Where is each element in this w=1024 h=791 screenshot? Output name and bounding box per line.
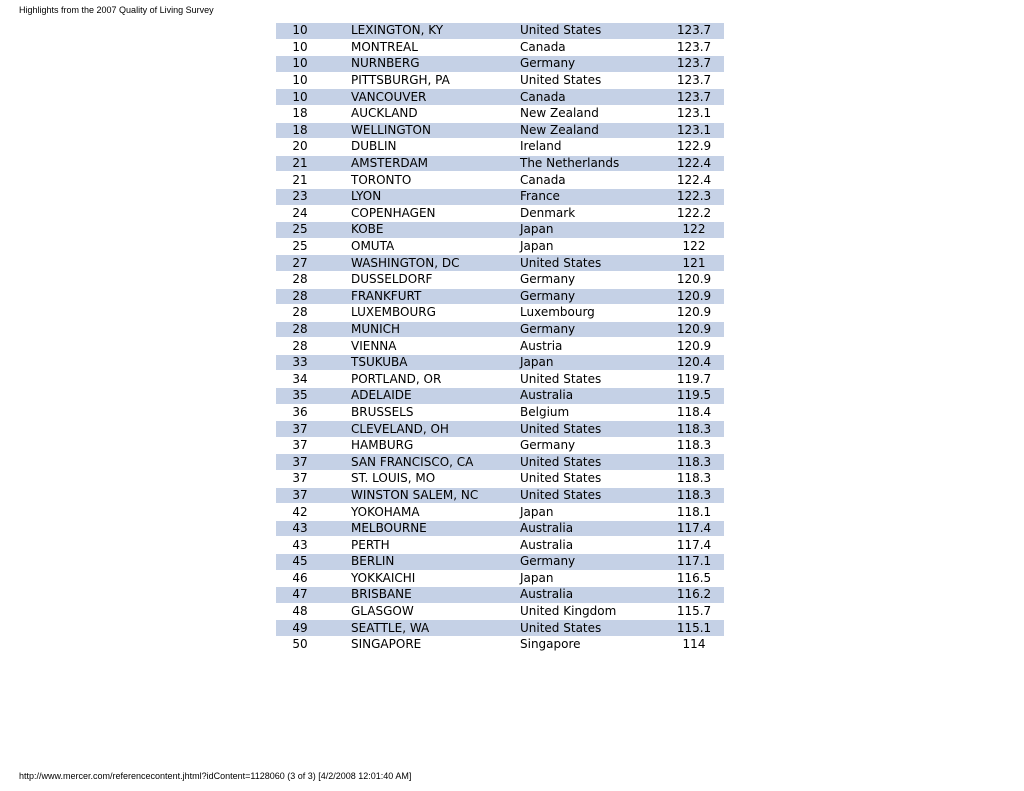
- page-header: Highlights from the 2007 Quality of Living Survey: [19, 5, 214, 15]
- rank-cell: 10: [276, 39, 324, 56]
- table-row: [276, 620, 724, 637]
- country-cell: Canada: [520, 172, 664, 189]
- table-row: [276, 504, 724, 521]
- index-cell: 122.3: [664, 188, 724, 205]
- city-cell: DUBLIN: [324, 139, 520, 156]
- country-cell: Canada: [520, 89, 664, 106]
- table-row: [276, 39, 724, 56]
- index-cell: 119.5: [664, 388, 724, 405]
- city-cell: WASHINGTON, DC: [324, 255, 520, 272]
- rank-cell: 36: [276, 404, 324, 421]
- index-cell: 114: [664, 636, 724, 652]
- table-row: [276, 603, 724, 620]
- rank-cell: 28: [276, 305, 324, 322]
- table-row: [276, 570, 724, 587]
- index-cell: 122.2: [664, 205, 724, 222]
- index-cell: 122.4: [664, 155, 724, 172]
- city-cell: COPENHAGEN: [324, 205, 520, 222]
- index-cell: 118.3: [664, 454, 724, 471]
- rank-cell: 10: [276, 56, 324, 73]
- index-cell: 118.4: [664, 404, 724, 421]
- rank-cell: 28: [276, 321, 324, 338]
- rank-cell: 27: [276, 255, 324, 272]
- country-cell: France: [520, 188, 664, 205]
- index-cell: 123.7: [664, 89, 724, 106]
- city-cell: MUNICH: [324, 321, 520, 338]
- country-cell: Australia: [520, 537, 664, 554]
- country-cell: New Zealand: [520, 122, 664, 139]
- index-cell: 120.9: [664, 305, 724, 322]
- rank-cell: 33: [276, 354, 324, 371]
- table-row: [276, 105, 724, 122]
- rank-cell: 37: [276, 437, 324, 454]
- index-cell: 118.3: [664, 487, 724, 504]
- rank-cell: 23: [276, 188, 324, 205]
- table-row: [276, 23, 724, 39]
- table-row: [276, 188, 724, 205]
- table-row: [276, 56, 724, 73]
- city-cell: LEXINGTON, KY: [324, 23, 520, 39]
- country-cell: United States: [520, 23, 664, 39]
- rank-cell: 28: [276, 288, 324, 305]
- city-cell: OMUTA: [324, 238, 520, 255]
- table-row: [276, 271, 724, 288]
- table-row: [276, 554, 724, 571]
- rank-cell: 28: [276, 271, 324, 288]
- country-cell: United States: [520, 620, 664, 637]
- index-cell: 119.7: [664, 371, 724, 388]
- index-cell: 120.9: [664, 321, 724, 338]
- city-cell: TORONTO: [324, 172, 520, 189]
- country-cell: Canada: [520, 39, 664, 56]
- table-row: [276, 437, 724, 454]
- country-cell: United Kingdom: [520, 603, 664, 620]
- country-cell: United States: [520, 72, 664, 89]
- country-cell: Luxembourg: [520, 305, 664, 322]
- table-row: [276, 636, 724, 652]
- table-row: [276, 471, 724, 488]
- index-cell: 118.3: [664, 437, 724, 454]
- index-cell: 115.1: [664, 620, 724, 637]
- index-cell: 117.4: [664, 537, 724, 554]
- index-cell: 118.3: [664, 471, 724, 488]
- index-cell: 123.7: [664, 56, 724, 73]
- rank-cell: 25: [276, 238, 324, 255]
- rank-cell: 35: [276, 388, 324, 405]
- country-cell: Germany: [520, 437, 664, 454]
- ranking-table-body: [276, 23, 724, 653]
- index-cell: 123.7: [664, 72, 724, 89]
- country-cell: Germany: [520, 271, 664, 288]
- table-row: [276, 487, 724, 504]
- index-cell: 120.9: [664, 271, 724, 288]
- index-cell: 120.9: [664, 288, 724, 305]
- city-cell: MONTREAL: [324, 39, 520, 56]
- index-cell: 115.7: [664, 603, 724, 620]
- city-cell: SINGAPORE: [324, 636, 520, 652]
- index-cell: 122: [664, 238, 724, 255]
- table-row: [276, 155, 724, 172]
- country-cell: United States: [520, 454, 664, 471]
- city-cell: KOBE: [324, 222, 520, 239]
- index-cell: 120.9: [664, 338, 724, 355]
- index-cell: 123.7: [664, 39, 724, 56]
- rank-cell: 45: [276, 554, 324, 571]
- city-ranking-table: [276, 23, 724, 653]
- index-cell: 121: [664, 255, 724, 272]
- city-cell: BRUSSELS: [324, 404, 520, 421]
- country-cell: Singapore: [520, 636, 664, 652]
- rank-cell: 49: [276, 620, 324, 637]
- country-cell: Belgium: [520, 404, 664, 421]
- rank-cell: 18: [276, 105, 324, 122]
- table-row: [276, 587, 724, 604]
- city-cell: SAN FRANCISCO, CA: [324, 454, 520, 471]
- table-row: [276, 222, 724, 239]
- city-cell: AUCKLAND: [324, 105, 520, 122]
- table-row: [276, 454, 724, 471]
- city-cell: WELLINGTON: [324, 122, 520, 139]
- table-row: [276, 122, 724, 139]
- rank-cell: 47: [276, 587, 324, 604]
- table-row: [276, 404, 724, 421]
- city-cell: PORTLAND, OR: [324, 371, 520, 388]
- table-row: [276, 139, 724, 156]
- rank-cell: 37: [276, 421, 324, 438]
- rank-cell: 37: [276, 454, 324, 471]
- index-cell: 123.7: [664, 23, 724, 39]
- country-cell: Australia: [520, 388, 664, 405]
- rank-cell: 10: [276, 72, 324, 89]
- city-cell: GLASGOW: [324, 603, 520, 620]
- index-cell: 118.3: [664, 421, 724, 438]
- rank-cell: 46: [276, 570, 324, 587]
- rank-cell: 34: [276, 371, 324, 388]
- index-cell: 118.1: [664, 504, 724, 521]
- table-row: [276, 205, 724, 222]
- country-cell: Japan: [520, 570, 664, 587]
- rank-cell: 18: [276, 122, 324, 139]
- country-cell: Japan: [520, 238, 664, 255]
- page-footer-url: http://www.mercer.com/referencecontent.jhtml?idContent=1128060 (3 of 3) [4/2/2008 12:01:40 AM]: [19, 771, 412, 781]
- country-cell: Japan: [520, 354, 664, 371]
- rank-cell: 43: [276, 520, 324, 537]
- index-cell: 116.2: [664, 587, 724, 604]
- city-cell: TSUKUBA: [324, 354, 520, 371]
- table-row: [276, 255, 724, 272]
- country-cell: Japan: [520, 222, 664, 239]
- rank-cell: 28: [276, 338, 324, 355]
- city-cell: LUXEMBOURG: [324, 305, 520, 322]
- table-row: [276, 537, 724, 554]
- rank-cell: 24: [276, 205, 324, 222]
- country-cell: Austria: [520, 338, 664, 355]
- rank-cell: 42: [276, 504, 324, 521]
- city-cell: PERTH: [324, 537, 520, 554]
- country-cell: Denmark: [520, 205, 664, 222]
- index-cell: 122.4: [664, 172, 724, 189]
- country-cell: Germany: [520, 321, 664, 338]
- rank-cell: 10: [276, 23, 324, 39]
- country-cell: New Zealand: [520, 105, 664, 122]
- city-cell: YOKOHAMA: [324, 504, 520, 521]
- index-cell: 120.4: [664, 354, 724, 371]
- city-cell: BRISBANE: [324, 587, 520, 604]
- city-cell: YOKKAICHI: [324, 570, 520, 587]
- rank-cell: 25: [276, 222, 324, 239]
- index-cell: 122: [664, 222, 724, 239]
- country-cell: Australia: [520, 520, 664, 537]
- city-cell: LYON: [324, 188, 520, 205]
- country-cell: Ireland: [520, 139, 664, 156]
- city-cell: VANCOUVER: [324, 89, 520, 106]
- index-cell: 117.4: [664, 520, 724, 537]
- country-cell: United States: [520, 471, 664, 488]
- rank-cell: 48: [276, 603, 324, 620]
- table-row: [276, 72, 724, 89]
- city-cell: SEATTLE, WA: [324, 620, 520, 637]
- city-cell: FRANKFURT: [324, 288, 520, 305]
- table-row: [276, 238, 724, 255]
- city-cell: NURNBERG: [324, 56, 520, 73]
- city-cell: VIENNA: [324, 338, 520, 355]
- rank-cell: 21: [276, 172, 324, 189]
- index-cell: 123.1: [664, 105, 724, 122]
- country-cell: The Netherlands: [520, 155, 664, 172]
- country-cell: Germany: [520, 56, 664, 73]
- table-row: [276, 172, 724, 189]
- country-cell: Germany: [520, 554, 664, 571]
- rank-cell: 10: [276, 89, 324, 106]
- table-row: [276, 321, 724, 338]
- table-row: [276, 520, 724, 537]
- country-cell: Japan: [520, 504, 664, 521]
- table-row: [276, 371, 724, 388]
- table-row: [276, 89, 724, 106]
- table-row: [276, 305, 724, 322]
- table-row: [276, 388, 724, 405]
- table-row: [276, 354, 724, 371]
- rank-cell: 37: [276, 487, 324, 504]
- country-cell: United States: [520, 421, 664, 438]
- country-cell: United States: [520, 255, 664, 272]
- rank-cell: 43: [276, 537, 324, 554]
- index-cell: 117.1: [664, 554, 724, 571]
- city-cell: AMSTERDAM: [324, 155, 520, 172]
- index-cell: 116.5: [664, 570, 724, 587]
- index-cell: 123.1: [664, 122, 724, 139]
- rank-cell: 21: [276, 155, 324, 172]
- city-cell: CLEVELAND, OH: [324, 421, 520, 438]
- country-cell: United States: [520, 487, 664, 504]
- rank-cell: 50: [276, 636, 324, 652]
- table-row: [276, 421, 724, 438]
- city-cell: HAMBURG: [324, 437, 520, 454]
- country-cell: Germany: [520, 288, 664, 305]
- city-cell: ST. LOUIS, MO: [324, 471, 520, 488]
- index-cell: 122.9: [664, 139, 724, 156]
- table-row: [276, 338, 724, 355]
- city-cell: WINSTON SALEM, NC: [324, 487, 520, 504]
- city-cell: BERLIN: [324, 554, 520, 571]
- city-cell: ADELAIDE: [324, 388, 520, 405]
- city-cell: MELBOURNE: [324, 520, 520, 537]
- country-cell: Australia: [520, 587, 664, 604]
- table-row: [276, 288, 724, 305]
- country-cell: United States: [520, 371, 664, 388]
- rank-cell: 20: [276, 139, 324, 156]
- city-cell: DUSSELDORF: [324, 271, 520, 288]
- city-cell: PITTSBURGH, PA: [324, 72, 520, 89]
- rank-cell: 37: [276, 471, 324, 488]
